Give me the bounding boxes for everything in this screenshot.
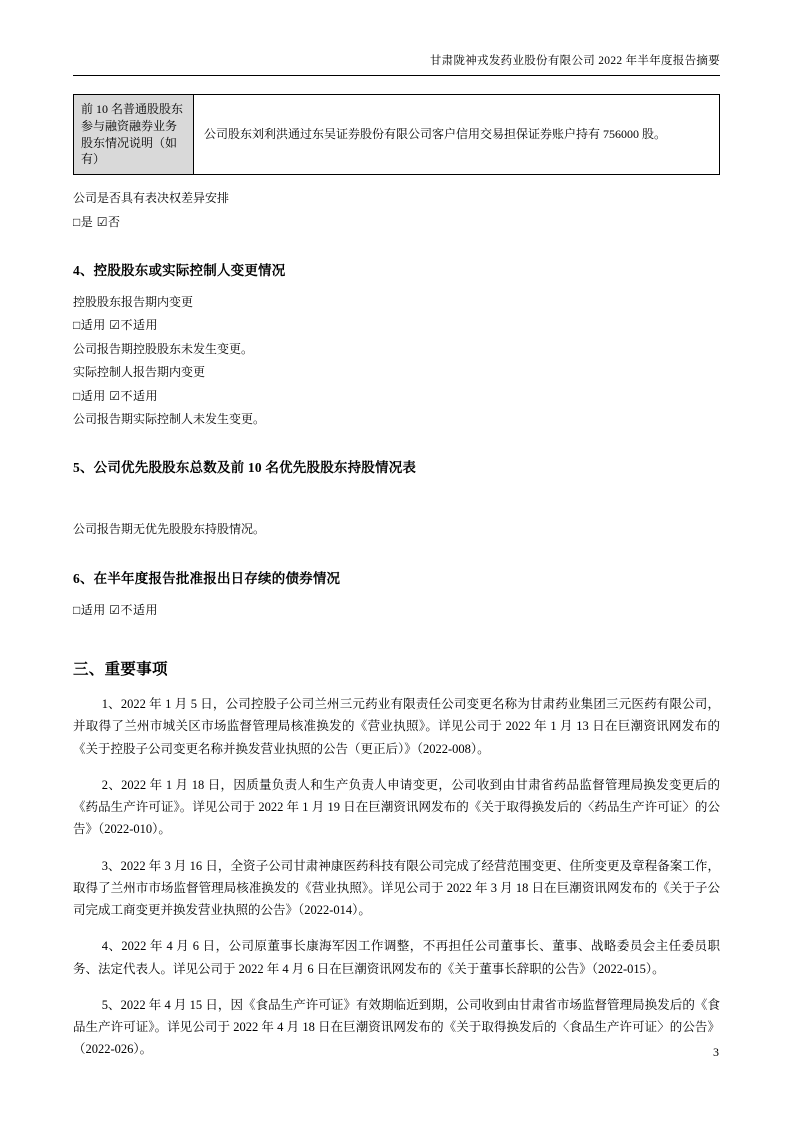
section5-heading: 5、公司优先股股东总数及前 10 名优先股股东持股情况表 <box>73 460 417 476</box>
section4-line-2: 公司报告期控股股东未发生变更。 <box>73 341 254 356</box>
table-value-cell: 公司股东刘利洪通过东吴证券股份有限公司客户信用交易担保证券账户持有 756000 股。 <box>194 95 720 175</box>
voting-rights-checkboxes: □是 ☑否 <box>73 214 121 229</box>
section4-line-4: 公司报告期实际控制人未发生变更。 <box>73 411 266 426</box>
important-matters-heading: 三、重要事项 <box>73 661 168 679</box>
page-header <box>73 52 720 76</box>
page-number: 3 <box>713 1045 719 1059</box>
margin-trading-table <box>73 94 720 175</box>
important-matters-paragraph-1: 1、2022 年 1 月 5 日，公司控股子公司兰州三元药业有限责任公司变更名称为甘肃药业集团三元医药有限公司，并取得了兰州市城关区市场监督管理局核准换发的《营业执照》。详见公司于 2022 年 1 月 13 日在巨潮资讯网发布的《关于控股子公司变更名称并换发营业执照的公告（更正后）》（2022-008）。 <box>73 697 720 756</box>
important-matters-paragraph-5: 5、2022 年 4 月 15 日，因《食品生产许可证》有效期临近到期，公司收到由甘肃省市场监督管理局换发后的《食品生产许可证》。详见公司于 2022 年 4 月 18 日在巨潮资讯网发布的《关于取得换发后的〈食品生产许可证〉的公告》（2022-026）。 <box>73 997 720 1057</box>
table-row <box>74 95 720 175</box>
section4-line-1: 控股股东报告期内变更 <box>73 294 194 309</box>
section5-body: 公司报告期无优先股股东持股情况。 <box>73 522 266 537</box>
section6-heading: 6、在半年度报告批准报出日存续的债券情况 <box>73 570 341 586</box>
important-matters-paragraph-3: 3、2022 年 3 月 16 日，全资子公司甘肃神康医药科技有限公司完成了经营范围变更、住所变更及章程备案工作，取得了兰州市市场监督管理局核准换发的《营业执照》。详见公司于 2022 年 3 月 18 日在巨潮资讯网发布的《关于子公司完成工商变更并换发营业执照的公告》（2022-014）。 <box>73 858 720 918</box>
important-matters-paragraph-4: 4、2022 年 4 月 6 日，公司原董事长康海军因工作调整，不再担任公司董事长、董事、战略委员会主任委员职务、法定代表人。详见公司于 2022 年 4 月 6 日在巨潮资讯网发布的《关于董事长辞职的公告》（2022-015）。 <box>73 939 720 976</box>
section4-checkboxes-2: □适用 ☑不适用 <box>73 388 159 403</box>
important-matters-paragraph-2: 2、2022 年 1 月 18 日，因质量负责人和生产负责人申请变更，公司收到由甘肃省药品监督管理局换发变更后的《药品生产许可证》。详见公司于 2022 年 1 月 19 日在巨潮资讯网发布的《关于取得换发后的〈药品生产许可证〉的公告》（2022-010）。 <box>73 777 720 837</box>
table-label-cell: 前 10 名普通股股东参与融资融券业务股东情况说明（如有） <box>74 95 194 175</box>
section4-line-3: 实际控制人报告期内变更 <box>73 365 206 380</box>
report-title: 甘肃陇神戎发药业股份有限公司 2022 年半年度报告摘要 <box>429 55 720 67</box>
section4-heading: 4、控股股东或实际控制人变更情况 <box>73 262 286 278</box>
voting-rights-question: 公司是否具有表决权差异安排 <box>73 191 230 206</box>
section4-checkboxes-1: □适用 ☑不适用 <box>73 318 159 333</box>
section6-checkboxes: □适用 ☑不适用 <box>73 602 159 617</box>
